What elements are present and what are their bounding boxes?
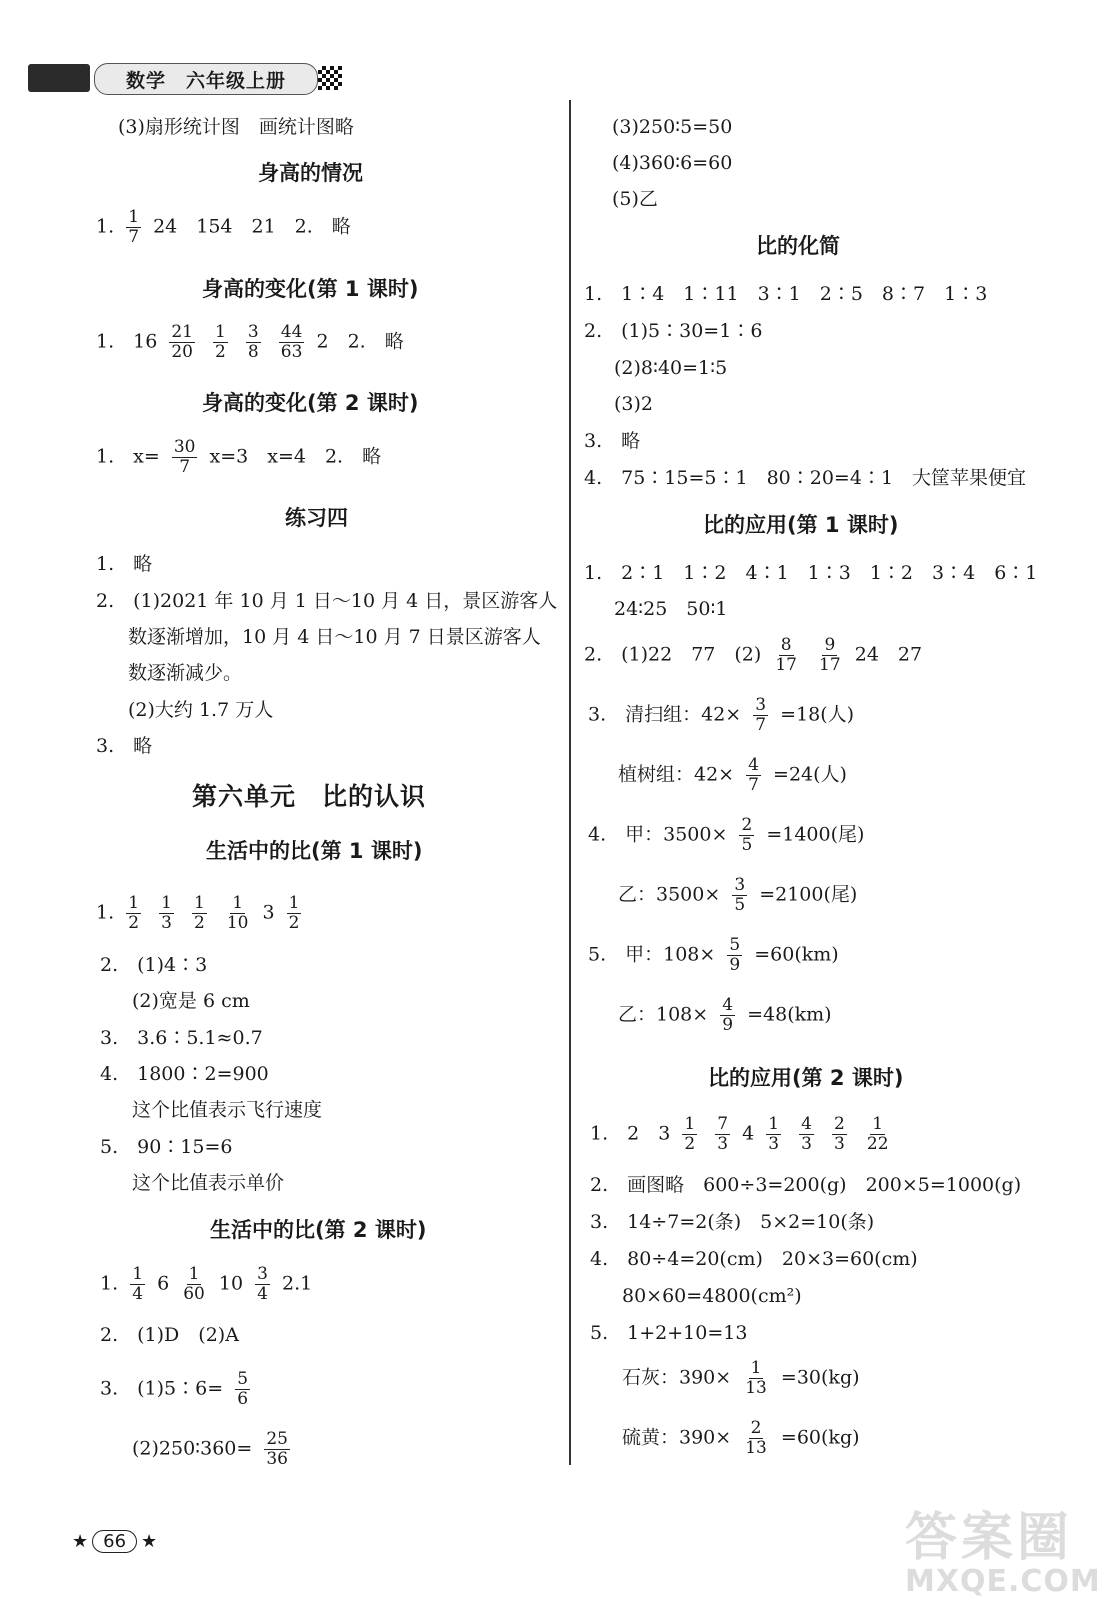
star-icon: ★ — [141, 1531, 158, 1552]
page-header-title: 数学 六年级上册 — [94, 63, 318, 95]
header-decoration — [28, 64, 90, 92]
page-number — [72, 1530, 157, 1553]
fraction: $\frac{1}{2}$ — [128, 893, 140, 933]
answer-line: 1. 2 3 $\frac{1}{2}$ $\frac{7}{3}$ 4 $\frac{1}{3}$ $\frac{4}{3}$ $\frac{2}{3}$ $\frac{1}{22}$ — [590, 1114, 889, 1154]
fraction: $\frac{1}{4}$ — [132, 1264, 144, 1304]
unit-title: 第六单元 比的认识 — [192, 782, 427, 811]
fraction: $\frac{9}{17}$ — [819, 635, 841, 675]
fraction: $\frac{4}{7}$ — [748, 755, 759, 795]
fraction: $\frac{3}{7}$ — [755, 695, 767, 735]
answer-line: 1. x= $\frac{30}{7}$ x=3 x=4 2. 略 — [96, 437, 382, 477]
answer-line: 乙：3500× $\frac{3}{5}$ =2100(尾) — [618, 875, 858, 915]
page-number-value: 66 — [92, 1530, 137, 1553]
section-heading: 身高的情况 — [258, 161, 363, 185]
answer-line: 1. 16 $\frac{21}{20}$ $\frac{1}{2}$ $\frac{3}{8}$ $\frac{44}{63}$ 2 2. 略 — [96, 322, 404, 362]
answer-line: 1. 略 — [96, 553, 153, 575]
column-divider — [569, 100, 571, 1465]
answer-line: 4. 75∶15=5∶1 80∶20=4∶1 大筐苹果便宜 — [584, 467, 1027, 489]
answer-line: (2)宽是 6 cm — [132, 990, 250, 1012]
fraction: $\frac{2}{5}$ — [741, 815, 753, 855]
fraction: $\frac{1}{60}$ — [183, 1264, 205, 1304]
answer-line: 2. (1)5∶30=1∶6 — [584, 320, 763, 342]
answer-line: 3. 14÷7=2(条) 5×2=10(条) — [590, 1211, 875, 1233]
fraction: $\frac{7}{3}$ — [717, 1114, 729, 1154]
fraction: $\frac{1}{22}$ — [866, 1114, 889, 1154]
section-heading: 生活中的比(第 1 课时) — [206, 839, 423, 863]
section-heading: 比的应用(第 1 课时) — [703, 513, 899, 537]
answer-line: 3. 略 — [584, 430, 641, 452]
fraction: $\frac{5}{6}$ — [237, 1369, 249, 1409]
answer-line: 石灰：390× $\frac{1}{13}$ =30(kg) — [622, 1358, 860, 1398]
section-heading: 生活中的比(第 2 课时) — [210, 1218, 427, 1242]
section-heading: 练习四 — [285, 506, 348, 530]
answer-line: 1. $\frac{1}{4}$ 6 $\frac{1}{60}$ 10 $\frac{3}{4}$ 2.1 — [100, 1264, 313, 1304]
answer-line: 4. 1800∶2=900 — [100, 1063, 269, 1085]
answer-line: 1. $\frac{1}{2}$ $\frac{1}{3}$ $\frac{1}{2}$ $\frac{1}{10}$ 3 $\frac{1}{2}$ — [96, 893, 300, 933]
answer-line: 3. 略 — [96, 735, 153, 757]
fraction: $\frac{25}{36}$ — [266, 1429, 288, 1469]
answer-line: 4. 80÷4=20(cm) 20×3=60(cm) — [590, 1248, 918, 1270]
answer-line: 24∶25 50∶1 — [614, 598, 728, 620]
fraction: $\frac{1}{13}$ — [745, 1358, 767, 1398]
fraction: $\frac{4}{9}$ — [722, 995, 734, 1035]
answer-line: 1. $\frac{1}{7}$ 24 154 21 2. 略 — [96, 207, 351, 247]
watermark-logo-text: 答案圈 — [905, 1508, 1074, 1568]
section-heading: 身高的变化(第 1 课时) — [202, 277, 419, 301]
watermark — [905, 1495, 1101, 1599]
fraction: $\frac{1}{2}$ — [684, 1114, 696, 1154]
fraction: $\frac{44}{63}$ — [280, 322, 303, 362]
fraction: $\frac{4}{3}$ — [801, 1114, 812, 1154]
answer-line: (5)乙 — [612, 188, 658, 210]
section-heading: 比的化简 — [756, 234, 840, 258]
answer-line: (2)大约 1.7 万人 — [128, 699, 274, 721]
answer-line: 4. 甲：3500× $\frac{2}{5}$ =1400(尾) — [588, 815, 865, 855]
fraction: $\frac{8}{17}$ — [775, 635, 797, 675]
star-icon: ★ — [72, 1531, 89, 1552]
answer-line: 1. 1∶4 1∶11 3∶1 2∶5 8∶7 1∶3 — [584, 283, 988, 305]
section-heading: 比的应用(第 2 课时) — [708, 1066, 904, 1090]
answer-line: 硫黄：390× $\frac{2}{13}$ =60(kg) — [622, 1418, 860, 1458]
fraction: $\frac{1}{2}$ — [215, 322, 226, 362]
answer-line: 5. 90∶15=6 — [100, 1136, 233, 1158]
answer-line: 2. (1)2021 年 10 月 1 日～10 月 4 日，景区游客人 — [96, 590, 558, 612]
fraction: $\frac{2}{3}$ — [834, 1114, 845, 1154]
answer-line: 5. 甲：108× $\frac{5}{9}$ =60(km) — [588, 935, 839, 975]
answer-line: 3. (1)5∶6= $\frac{5}{6}$ — [100, 1369, 249, 1409]
answer-line: (2)250∶360= $\frac{25}{36}$ — [132, 1429, 288, 1469]
fraction: $\frac{3}{5}$ — [734, 875, 746, 915]
fraction: $\frac{21}{20}$ — [171, 322, 193, 362]
answer-line: (3)2 — [614, 393, 654, 415]
answer-line: 数逐渐减少。 — [128, 662, 243, 684]
answer-line: 3. 清扫组：42× $\frac{3}{7}$ =18(人) — [588, 695, 855, 735]
answer-line: (2)8∶40=1∶5 — [614, 357, 728, 379]
fraction: $\frac{3}{8}$ — [247, 322, 259, 362]
answer-line: 这个比值表示飞行速度 — [132, 1099, 323, 1121]
answer-line: 这个比值表示单价 — [132, 1172, 285, 1194]
answer-line: 植树组：42× $\frac{4}{7}$ =24(人) — [618, 755, 847, 795]
answer-line: 数逐渐增加，10 月 4 日～10 月 7 日景区游客人 — [128, 626, 541, 648]
watermark-url: MXQE.COM — [905, 1564, 1101, 1599]
answer-line: (3)扇形统计图 画统计图略 — [118, 116, 354, 138]
answer-line: 2. 画图略 600÷3=200(g) 200×5=1000(g) — [590, 1174, 1022, 1196]
fraction: $\frac{2}{13}$ — [745, 1418, 767, 1458]
fraction: $\frac{1}{3}$ — [768, 1114, 780, 1154]
answer-line: (4)360∶6=60 — [612, 152, 733, 174]
fraction: $\frac{30}{7}$ — [173, 437, 196, 477]
fraction: $\frac{5}{9}$ — [729, 935, 741, 975]
checker-icon — [318, 66, 342, 90]
answer-line: 80×60=4800(cm²) — [622, 1285, 802, 1307]
answer-line: 5. 1+2+10=13 — [590, 1322, 748, 1344]
answer-line: 1. 2∶1 1∶2 4∶1 1∶3 1∶2 3∶4 6∶1 — [584, 562, 1038, 584]
fraction: $\frac{1}{2}$ — [193, 893, 205, 933]
fraction: $\frac{1}{10}$ — [226, 893, 249, 933]
fraction: $\frac{1}{3}$ — [161, 893, 172, 933]
fraction: $\frac{3}{4}$ — [257, 1264, 268, 1304]
section-heading: 身高的变化(第 2 课时) — [202, 391, 419, 415]
answer-line: 2. (1)4∶3 — [100, 954, 208, 976]
answer-line: 乙：108× $\frac{4}{9}$ =48(km) — [618, 995, 832, 1035]
answer-line: 2. (1)D (2)A — [100, 1324, 239, 1346]
answer-line: (3)250∶5=50 — [612, 116, 733, 138]
fraction: $\frac{1}{2}$ — [288, 893, 300, 933]
fraction: $\frac{1}{7}$ — [128, 207, 140, 247]
answer-line: 2. (1)22 77 (2) $\frac{8}{17}$ $\frac{9}{17}$ 24 27 — [584, 635, 923, 675]
answer-line: 3. 3.6∶5.1≈0.7 — [100, 1027, 263, 1049]
